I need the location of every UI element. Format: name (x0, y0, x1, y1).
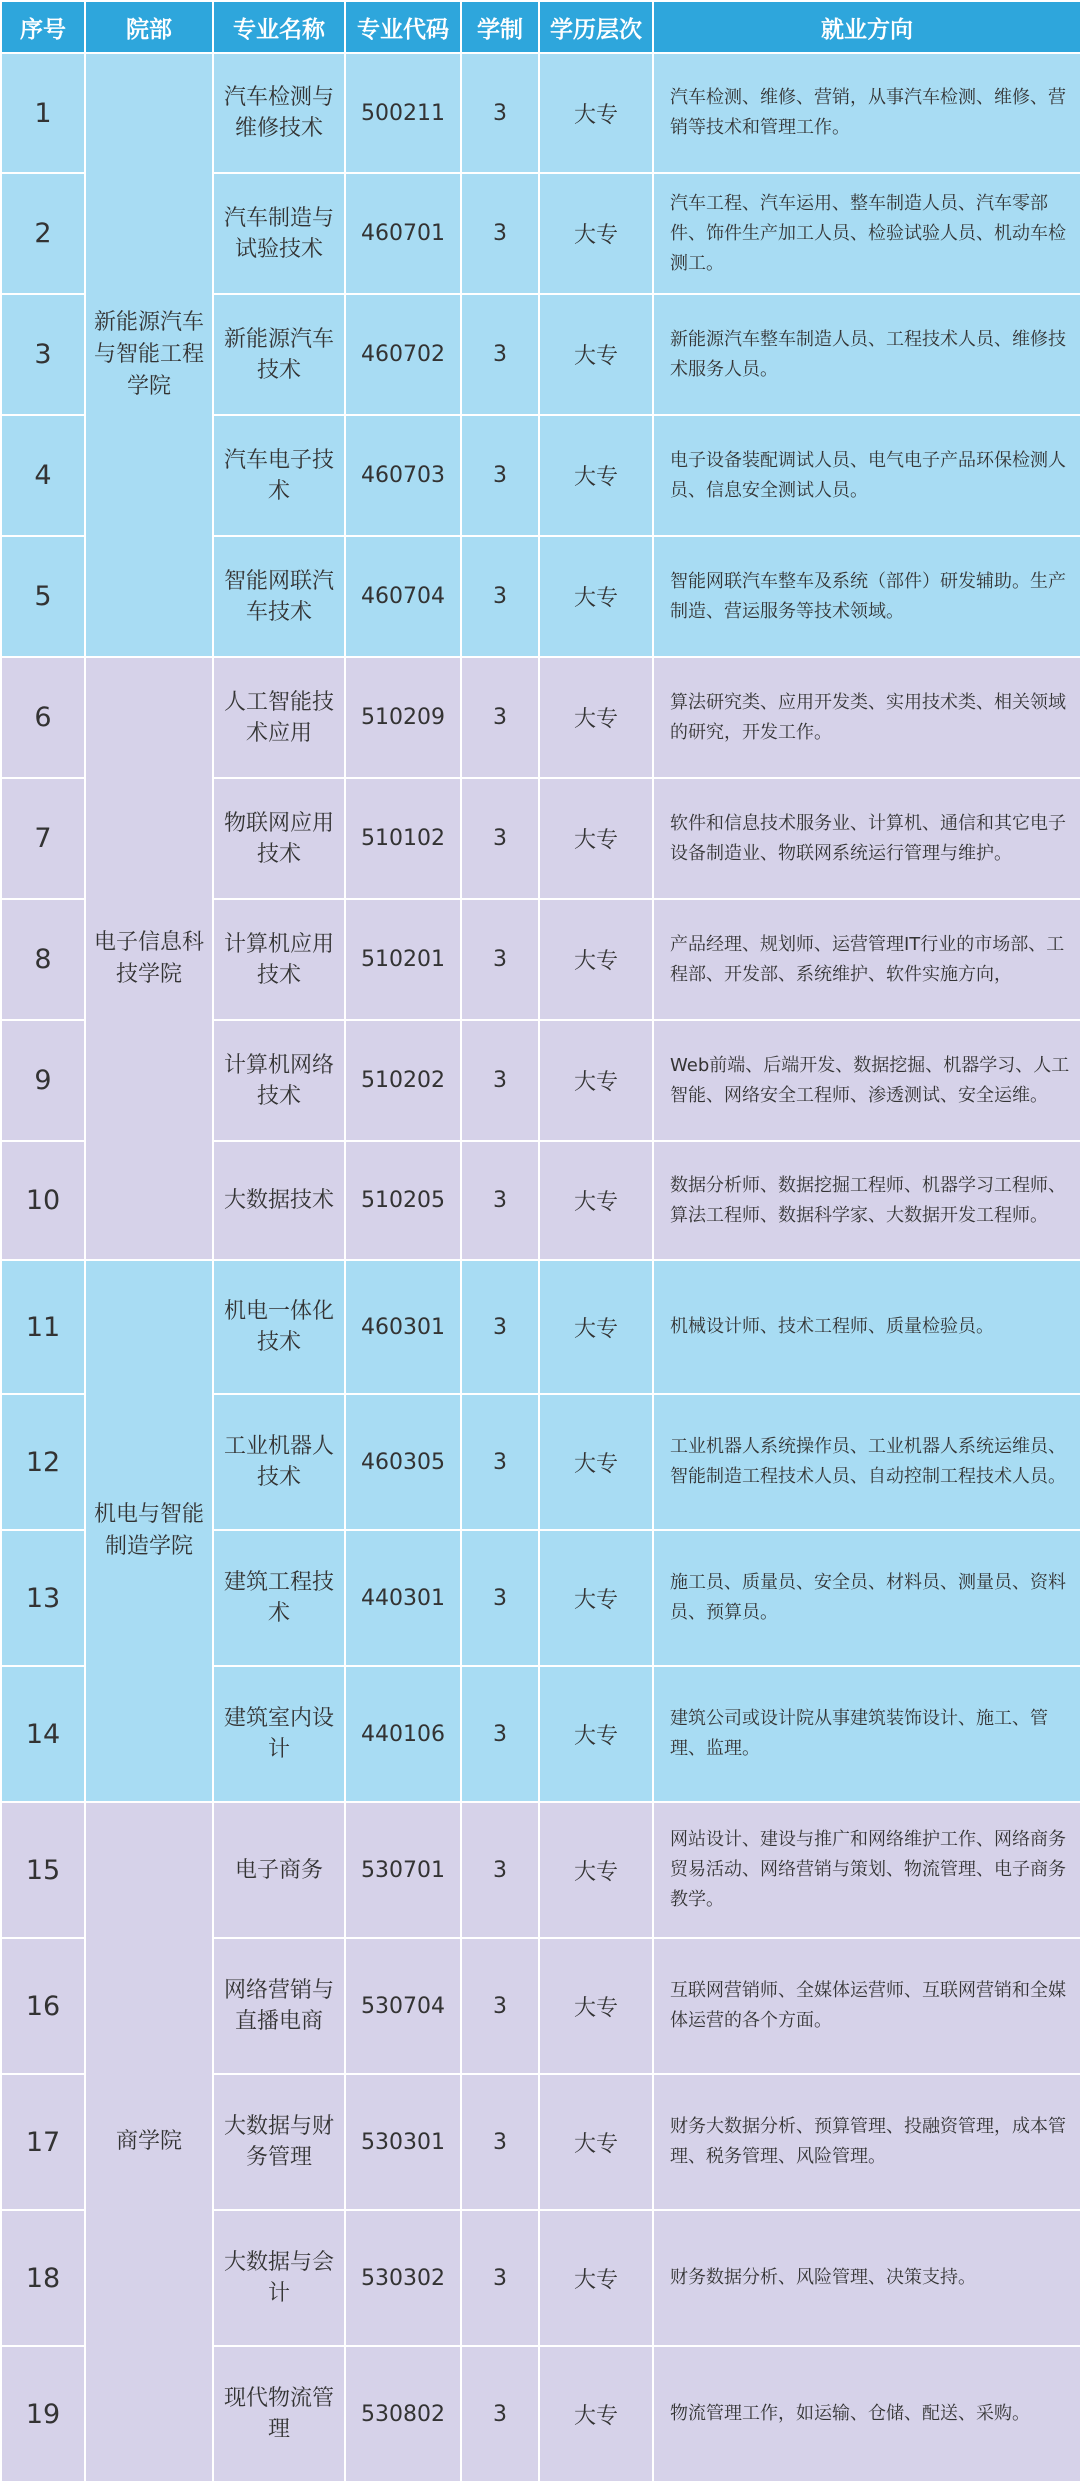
major-name-cell: 汽车制造与试验技术 (213, 173, 345, 294)
level-cell: 大专 (539, 173, 653, 294)
major-name-cell: 汽车电子技术 (213, 415, 345, 536)
employment-cell: 财务数据分析、风险管理、决策支持。 (653, 2210, 1080, 2346)
years-cell: 3 (461, 657, 539, 778)
employment-cell: 算法研究类、应用开发类、实用技术类、相关领域的研究，开发工作。 (653, 657, 1080, 778)
seq-cell: 12 (1, 1394, 85, 1530)
level-cell: 大专 (539, 1020, 653, 1141)
seq-cell: 10 (1, 1141, 85, 1260)
years-cell: 3 (461, 2210, 539, 2346)
years-cell: 3 (461, 2074, 539, 2210)
level-cell: 大专 (539, 2210, 653, 2346)
major-code-cell: 530302 (345, 2210, 461, 2346)
table-row (1, 657, 1080, 778)
major-code-cell: 460702 (345, 294, 461, 415)
employment-cell: 施工员、质量员、安全员、材料员、测量员、资料员、预算员。 (653, 1530, 1080, 1666)
major-code-cell: 440301 (345, 1530, 461, 1666)
seq-cell: 2 (1, 173, 85, 294)
header-seq: 序号 (1, 1, 85, 53)
major-code-cell: 510201 (345, 899, 461, 1020)
level-cell: 大专 (539, 2346, 653, 2482)
seq-cell: 6 (1, 657, 85, 778)
major-code-cell: 530802 (345, 2346, 461, 2482)
major-code-cell: 530701 (345, 1802, 461, 1938)
years-cell: 3 (461, 1260, 539, 1394)
employment-cell: 汽车工程、汽车运用、整车制造人员、汽车零部件、饰件生产加工人员、检验试验人员、机动车检测工。 (653, 173, 1080, 294)
years-cell: 3 (461, 173, 539, 294)
major-name-cell: 电子商务 (213, 1802, 345, 1938)
major-code-cell: 440106 (345, 1666, 461, 1802)
major-code-cell: 500211 (345, 53, 461, 173)
department-cell: 商学院 (85, 1802, 213, 2482)
major-code-cell: 510205 (345, 1141, 461, 1260)
major-name-cell: 建筑工程技术 (213, 1530, 345, 1666)
years-cell: 3 (461, 1394, 539, 1530)
employment-cell: 数据分析师、数据挖掘工程师、机器学习工程师、算法工程师、数据科学家、大数据开发工程师。 (653, 1141, 1080, 1260)
employment-cell: 互联网营销师、全媒体运营师、互联网营销和全媒体运营的各个方面。 (653, 1938, 1080, 2074)
major-name-cell: 计算机应用技术 (213, 899, 345, 1020)
level-cell: 大专 (539, 536, 653, 657)
level-cell: 大专 (539, 899, 653, 1020)
employment-cell: 产品经理、规划师、运营管理IT行业的市场部、工程部、开发部、系统维护、软件实施方向， (653, 899, 1080, 1020)
employment-cell: 网站设计、建设与推广和网络维护工作、网络商务贸易活动、网络营销与策划、物流管理、电子商务教学。 (653, 1802, 1080, 1938)
major-name-cell: 智能网联汽车技术 (213, 536, 345, 657)
level-cell: 大专 (539, 1141, 653, 1260)
major-code-cell: 530704 (345, 1938, 461, 2074)
years-cell: 3 (461, 2346, 539, 2482)
major-code-cell: 530301 (345, 2074, 461, 2210)
seq-cell: 9 (1, 1020, 85, 1141)
level-cell: 大专 (539, 778, 653, 899)
major-name-cell: 物联网应用技术 (213, 778, 345, 899)
seq-cell: 1 (1, 53, 85, 173)
major-name-cell: 建筑室内设计 (213, 1666, 345, 1802)
major-name-cell: 新能源汽车技术 (213, 294, 345, 415)
years-cell: 3 (461, 415, 539, 536)
table-row (1, 53, 1080, 173)
major-name-cell: 大数据技术 (213, 1141, 345, 1260)
employment-cell: 物流管理工作，如运输、仓储、配送、采购。 (653, 2346, 1080, 2482)
employment-cell: 财务大数据分析、预算管理、投融资管理，成本管理、税务管理、风险管理。 (653, 2074, 1080, 2210)
level-cell: 大专 (539, 1666, 653, 1802)
level-cell: 大专 (539, 415, 653, 536)
major-code-cell: 510102 (345, 778, 461, 899)
years-cell: 3 (461, 1530, 539, 1666)
major-name-cell: 网络营销与直播电商 (213, 1938, 345, 2074)
employment-cell: 建筑公司或设计院从事建筑装饰设计、施工、管理、监理。 (653, 1666, 1080, 1802)
seq-cell: 16 (1, 1938, 85, 2074)
major-name-cell: 工业机器人技术 (213, 1394, 345, 1530)
employment-cell: 智能网联汽车整车及系统（部件）研发辅助。生产制造、营运服务等技术领域。 (653, 536, 1080, 657)
employment-cell: 机械设计师、技术工程师、质量检验员。 (653, 1260, 1080, 1394)
table-row (1, 1802, 1080, 1938)
years-cell: 3 (461, 1938, 539, 2074)
years-cell: 3 (461, 778, 539, 899)
level-cell: 大专 (539, 294, 653, 415)
level-cell: 大专 (539, 53, 653, 173)
department-cell: 电子信息科技学院 (85, 657, 213, 1260)
seq-cell: 13 (1, 1530, 85, 1666)
employment-cell: 软件和信息技术服务业、计算机、通信和其它电子设备制造业、物联网系统运行管理与维护。 (653, 778, 1080, 899)
level-cell: 大专 (539, 1802, 653, 1938)
years-cell: 3 (461, 1802, 539, 1938)
seq-cell: 15 (1, 1802, 85, 1938)
level-cell: 大专 (539, 1938, 653, 2074)
seq-cell: 11 (1, 1260, 85, 1394)
table-header-row (1, 1, 1080, 53)
header-major-code: 专业代码 (345, 1, 461, 53)
department-cell: 新能源汽车与智能工程学院 (85, 53, 213, 657)
seq-cell: 3 (1, 294, 85, 415)
major-code-cell: 460704 (345, 536, 461, 657)
level-cell: 大专 (539, 1530, 653, 1666)
seq-cell: 14 (1, 1666, 85, 1802)
seq-cell: 8 (1, 899, 85, 1020)
major-name-cell: 大数据与会计 (213, 2210, 345, 2346)
years-cell: 3 (461, 1141, 539, 1260)
employment-cell: 电子设备装配调试人员、电气电子产品环保检测人员、信息安全测试人员。 (653, 415, 1080, 536)
major-name-cell: 现代物流管理 (213, 2346, 345, 2482)
employment-cell: 新能源汽车整车制造人员、工程技术人员、维修技术服务人员。 (653, 294, 1080, 415)
table-row (1, 1260, 1080, 1394)
major-code-cell: 460701 (345, 173, 461, 294)
years-cell: 3 (461, 899, 539, 1020)
years-cell: 3 (461, 1020, 539, 1141)
seq-cell: 18 (1, 2210, 85, 2346)
major-code-cell: 510202 (345, 1020, 461, 1141)
level-cell: 大专 (539, 1260, 653, 1394)
department-cell: 机电与智能制造学院 (85, 1260, 213, 1802)
header-department: 院部 (85, 1, 213, 53)
major-name-cell: 计算机网络技术 (213, 1020, 345, 1141)
level-cell: 大专 (539, 2074, 653, 2210)
major-name-cell: 人工智能技术应用 (213, 657, 345, 778)
seq-cell: 4 (1, 415, 85, 536)
major-name-cell: 大数据与财务管理 (213, 2074, 345, 2210)
major-code-cell: 460305 (345, 1394, 461, 1530)
major-name-cell: 机电一体化技术 (213, 1260, 345, 1394)
level-cell: 大专 (539, 1394, 653, 1530)
years-cell: 3 (461, 53, 539, 173)
seq-cell: 19 (1, 2346, 85, 2482)
employment-cell: 汽车检测、维修、营销，从事汽车检测、维修、营销等技术和管理工作。 (653, 53, 1080, 173)
header-employment: 就业方向 (653, 1, 1080, 53)
years-cell: 3 (461, 294, 539, 415)
major-name-cell: 汽车检测与维修技术 (213, 53, 345, 173)
seq-cell: 5 (1, 536, 85, 657)
seq-cell: 7 (1, 778, 85, 899)
employment-cell: 工业机器人系统操作员、工业机器人系统运维员、智能制造工程技术人员、自动控制工程技术人员。 (653, 1394, 1080, 1530)
header-major-name: 专业名称 (213, 1, 345, 53)
major-code-cell: 510209 (345, 657, 461, 778)
years-cell: 3 (461, 1666, 539, 1802)
major-code-cell: 460703 (345, 415, 461, 536)
seq-cell: 17 (1, 2074, 85, 2210)
header-level: 学历层次 (539, 1, 653, 53)
years-cell: 3 (461, 536, 539, 657)
major-code-cell: 460301 (345, 1260, 461, 1394)
header-years: 学制 (461, 1, 539, 53)
employment-cell: Web前端、后端开发、数据挖掘、机器学习、人工智能、网络安全工程师、渗透测试、安全运维。 (653, 1020, 1080, 1141)
level-cell: 大专 (539, 657, 653, 778)
